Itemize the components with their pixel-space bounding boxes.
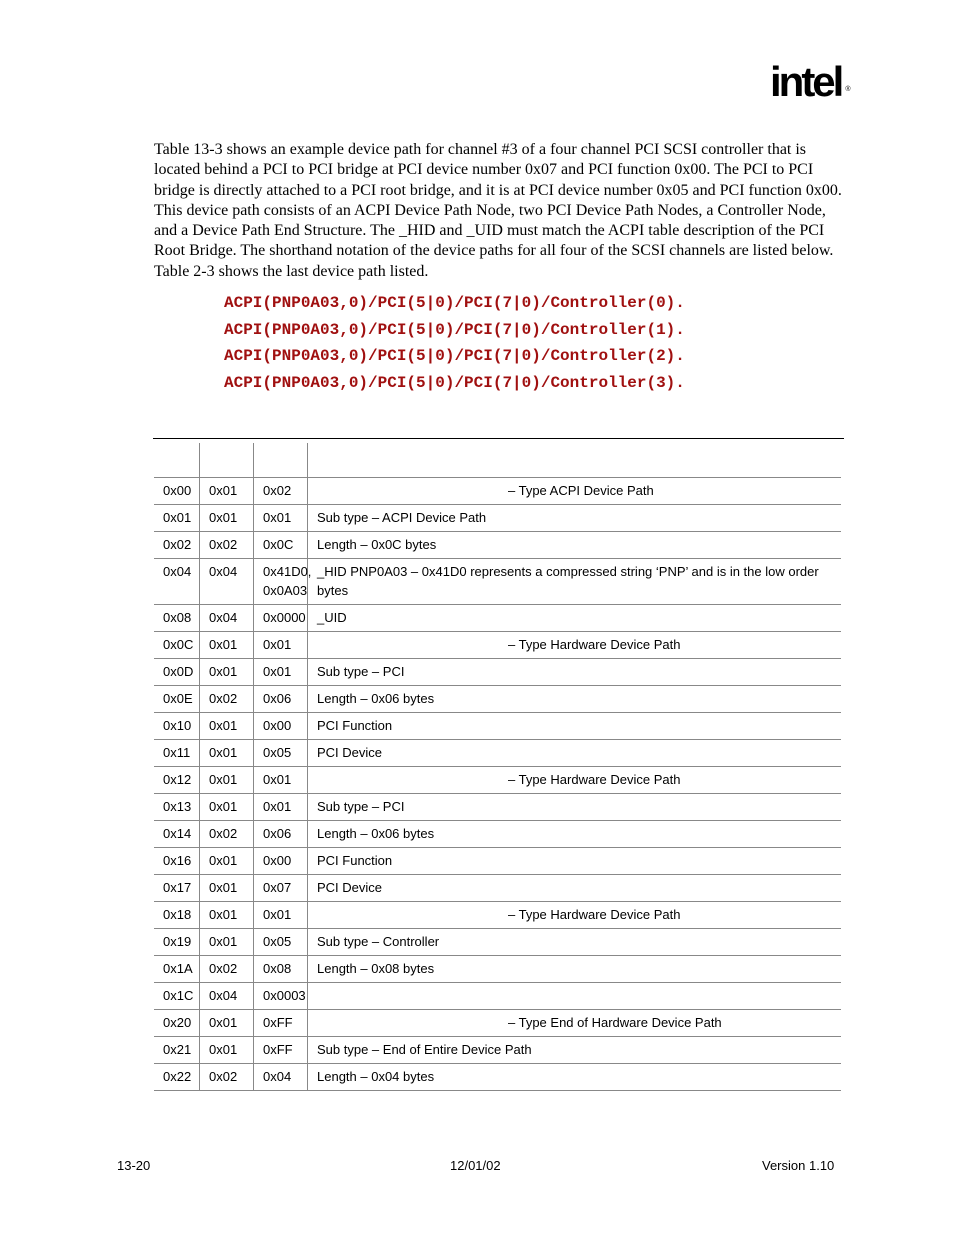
table-row: [154, 686, 841, 713]
description-cell-text: Sub type – ACPI Device Path: [317, 510, 487, 525]
offset-cell: [154, 713, 200, 740]
data-cell: [254, 1064, 308, 1091]
offset-cell: [154, 794, 200, 821]
length-cell-text: 0x04: [209, 564, 238, 579]
table-row: [154, 983, 841, 1010]
description-cell-text: Length – 0x06 bytes: [317, 826, 435, 841]
length-cell-text: 0x01: [209, 718, 238, 733]
length-cell-text: 0x04: [209, 988, 238, 1003]
length-cell: [200, 848, 254, 875]
offset-cell-text: 0x18: [163, 907, 192, 922]
data-cell: [254, 821, 308, 848]
length-cell: [200, 821, 254, 848]
offset-cell: [154, 956, 200, 983]
offset-cell: [154, 532, 200, 559]
offset-cell: [154, 1010, 200, 1037]
table-row: [154, 767, 841, 794]
data-cell: [254, 740, 308, 767]
description-cell: [308, 875, 842, 902]
data-cell: [254, 902, 308, 929]
length-cell-text: 0x01: [209, 637, 238, 652]
intel-logo: [770, 58, 851, 106]
header-cell: [308, 443, 842, 478]
length-cell: [200, 929, 254, 956]
data-cell-text: 0x0000: [263, 610, 306, 625]
offset-cell: [154, 632, 200, 659]
data-cell: [254, 983, 308, 1010]
data-cell-text: 0x0003: [263, 988, 306, 1003]
data-cell-text: 0x01: [263, 637, 292, 652]
description-cell-text: – Type Hardware Device Path: [508, 907, 681, 922]
data-cell-text: 0x06: [263, 691, 292, 706]
length-cell-text: 0x01: [209, 934, 238, 949]
description-cell: [308, 956, 842, 983]
offset-cell: [154, 848, 200, 875]
length-cell-text: 0x04: [209, 610, 238, 625]
offset-cell-text: 0x11: [163, 745, 191, 760]
length-cell-text: 0x02: [209, 961, 238, 976]
offset-cell-text: 0x0D: [163, 664, 194, 679]
length-cell: [200, 1010, 254, 1037]
description-cell-text: – Type ACPI Device Path: [508, 483, 654, 498]
length-cell: [200, 505, 254, 532]
offset-cell: [154, 875, 200, 902]
offset-cell: [154, 740, 200, 767]
header-cell: [154, 443, 200, 478]
data-cell-text: 0x05: [263, 934, 292, 949]
data-cell-text: 0x02: [263, 483, 292, 498]
description-cell-text: Length – 0x0C bytes: [317, 537, 437, 552]
data-cell: [254, 929, 308, 956]
offset-cell-text: 0x00: [163, 483, 192, 498]
data-cell-text: 0x07: [263, 880, 292, 895]
data-cell-text: 0x0C: [263, 537, 294, 552]
data-cell: [254, 659, 308, 686]
description-cell-text: PCI Device: [317, 880, 383, 895]
description-cell: [308, 848, 842, 875]
data-cell: [254, 605, 308, 632]
length-cell: [200, 532, 254, 559]
table-row: [154, 794, 841, 821]
table-row: [154, 559, 841, 605]
description-cell: [308, 478, 842, 505]
description-cell: [308, 794, 842, 821]
device-path-code-block: [224, 293, 685, 400]
description-cell: [308, 532, 842, 559]
offset-cell-text: 0x1C: [163, 988, 194, 1003]
length-cell-text: 0x02: [209, 1069, 238, 1084]
description-cell-text: Sub type – Controller: [317, 934, 440, 949]
offset-cell-text: 0x14: [163, 826, 192, 841]
device-path-table: [154, 443, 841, 1091]
offset-cell-text: 0x10: [163, 718, 192, 733]
length-cell-text: 0x01: [209, 799, 238, 814]
table-row: [154, 1064, 841, 1091]
code-line: ACPI(PNP0A03,0)/PCI(5|0)/PCI(7|0)/Controller(3).: [224, 374, 685, 393]
header-cell: [254, 443, 308, 478]
data-cell: [254, 713, 308, 740]
data-cell: [254, 1010, 308, 1037]
offset-cell: [154, 559, 200, 605]
length-cell: [200, 875, 254, 902]
offset-cell: [154, 983, 200, 1010]
code-line: ACPI(PNP0A03,0)/PCI(5|0)/PCI(7|0)/Controller(2).: [224, 347, 685, 366]
length-cell: [200, 559, 254, 605]
description-cell: [308, 740, 842, 767]
length-cell: [200, 794, 254, 821]
offset-cell-text: 0x04: [163, 564, 192, 579]
code-line: ACPI(PNP0A03,0)/PCI(5|0)/PCI(7|0)/Controller(0).: [224, 294, 685, 312]
data-cell: [254, 848, 308, 875]
table-row: [154, 505, 841, 532]
offset-cell-text: 0x13: [163, 799, 192, 814]
description-cell: [308, 1064, 842, 1091]
footer-date: 12/01/02: [450, 1158, 501, 1173]
table-row: [154, 848, 841, 875]
length-cell-text: 0x01: [209, 907, 238, 922]
data-cell-text: 0x01: [263, 510, 292, 525]
offset-cell: [154, 1064, 200, 1091]
data-cell-text: 0x41D0, 0x0A03: [263, 564, 312, 598]
description-cell-text: PCI Function: [317, 718, 393, 733]
offset-cell: [154, 902, 200, 929]
table-row: [154, 713, 841, 740]
offset-cell-text: 0x0C: [163, 637, 194, 652]
length-cell-text: 0x01: [209, 483, 238, 498]
data-cell: [254, 532, 308, 559]
offset-cell-text: 0x19: [163, 934, 192, 949]
description-cell-text: _HID PNP0A03 – 0x41D0 represents a compressed string ‘PNP’ and is in the low order bytes: [317, 564, 819, 598]
length-cell: [200, 767, 254, 794]
data-cell-text: 0x01: [263, 799, 292, 814]
description-cell: [308, 659, 842, 686]
table-row: [154, 1037, 841, 1064]
description-cell-text: – Type Hardware Device Path: [508, 637, 681, 652]
length-cell-text: 0x01: [209, 772, 238, 787]
table-row: [154, 740, 841, 767]
code-line: ACPI(PNP0A03,0)/PCI(5|0)/PCI(7|0)/Controller(1).: [224, 320, 685, 339]
table-row: [154, 956, 841, 983]
length-cell-text: 0x01: [209, 664, 238, 679]
length-cell: [200, 713, 254, 740]
data-cell: [254, 505, 308, 532]
offset-cell-text: 0x1A: [163, 961, 193, 976]
data-cell: [254, 559, 312, 605]
length-cell-text: 0x01: [209, 1042, 238, 1057]
length-cell-text: 0x01: [209, 880, 238, 895]
length-cell-text: 0x01: [209, 853, 238, 868]
offset-cell: [154, 767, 200, 794]
length-cell: [200, 740, 254, 767]
table-row: [154, 875, 841, 902]
description-cell: [308, 559, 842, 605]
table-row: [154, 929, 841, 956]
offset-cell: [154, 478, 200, 505]
header-cell: [200, 443, 254, 478]
length-cell: [200, 983, 254, 1010]
offset-cell-text: 0x01: [163, 510, 192, 525]
length-cell: [200, 956, 254, 983]
description-cell-text: Sub type – PCI: [317, 799, 405, 814]
description-cell: [308, 821, 842, 848]
description-cell: [308, 1037, 842, 1064]
offset-cell-text: 0x21: [163, 1042, 192, 1057]
offset-cell-text: 0x17: [163, 880, 192, 895]
description-cell: [308, 929, 842, 956]
data-cell: [254, 767, 308, 794]
data-cell-text: 0xFF: [263, 1015, 293, 1030]
table-row: [154, 1010, 841, 1037]
offset-cell: [154, 505, 200, 532]
length-cell: [200, 605, 254, 632]
offset-cell: [154, 659, 200, 686]
offset-cell-text: 0x0E: [163, 691, 193, 706]
data-cell-text: 0x01: [263, 664, 292, 679]
offset-cell-text: 0x16: [163, 853, 192, 868]
data-cell-text: 0xFF: [263, 1042, 293, 1057]
table-top-rule: [153, 438, 844, 439]
table-row: [154, 821, 841, 848]
length-cell: [200, 1064, 254, 1091]
data-cell: [254, 1037, 308, 1064]
description-cell-text: Length – 0x06 bytes: [317, 691, 435, 706]
page-number: 13-20: [117, 1158, 151, 1173]
table-row: [154, 532, 841, 559]
length-cell-text: 0x01: [209, 1015, 238, 1030]
description-cell: [308, 902, 842, 929]
offset-cell-text: 0x02: [163, 537, 192, 552]
table-row: [154, 659, 841, 686]
length-cell: [200, 1037, 254, 1064]
length-cell-text: 0x01: [209, 745, 238, 760]
description-cell-text: _UID: [317, 610, 347, 625]
data-cell-text: 0x05: [263, 745, 292, 760]
description-cell: [308, 983, 842, 1010]
offset-cell-text: 0x22: [163, 1069, 192, 1084]
length-cell-text: 0x02: [209, 826, 238, 841]
offset-cell-text: 0x08: [163, 610, 192, 625]
data-cell-text: 0x00: [263, 853, 292, 868]
length-cell: [200, 478, 254, 505]
length-cell: [200, 686, 254, 713]
offset-cell-text: 0x20: [163, 1015, 192, 1030]
registered-mark: ®: [845, 86, 851, 93]
table-row: [154, 632, 841, 659]
data-cell: [254, 478, 308, 505]
table-row: [154, 605, 841, 632]
description-cell-text: Sub type – End of Entire Device Path: [317, 1042, 532, 1057]
description-cell-text: – Type Hardware Device Path: [508, 772, 681, 787]
description-cell: [308, 505, 842, 532]
logo-wordmark: intel: [770, 58, 842, 105]
offset-cell: [154, 929, 200, 956]
length-cell-text: 0x02: [209, 691, 238, 706]
data-cell-text: 0x01: [263, 772, 292, 787]
offset-cell: [154, 1037, 200, 1064]
description-cell-text: Length – 0x04 bytes: [317, 1069, 435, 1084]
offset-cell: [154, 605, 200, 632]
data-cell-text: 0x01: [263, 907, 292, 922]
data-cell: [254, 632, 308, 659]
length-cell: [200, 659, 254, 686]
offset-cell: [154, 821, 200, 848]
data-cell: [254, 794, 308, 821]
description-cell-text: Sub type – PCI: [317, 664, 405, 679]
description-cell: [308, 632, 842, 659]
table-row: [154, 478, 841, 505]
offset-cell: [154, 686, 200, 713]
length-cell-text: 0x02: [209, 537, 238, 552]
body-paragraph: Table 13-3 shows an example device path for channel #3 of a four channel PCI SCSI controller that is located behind a PCI to PCI bridge at PCI device number 0x07 and PCI function 0x00. The PCI to PCI bridge is directly attached to a PCI root bridge, and it is at PCI device number 0x05 and PCI function 0x00. This device path consists of an ACPI Device Path Node, two PCI Device Path Nodes, a Controller Node, and a Device Path End Structure. The _HID and _UID must match the ACPI table description of the PCI Root Bridge. The shorthand notation of the device paths for all four of the SCSI channels are listed below. Table 2-3 shows the last device path listed.: [154, 141, 842, 280]
description-cell-text: PCI Function: [317, 853, 393, 868]
data-cell-text: 0x04: [263, 1069, 292, 1084]
description-cell-text: – Type End of Hardware Device Path: [508, 1015, 722, 1030]
data-cell-text: 0x06: [263, 826, 292, 841]
footer-version: Version 1.10: [762, 1158, 835, 1173]
data-cell-text: 0x08: [263, 961, 292, 976]
table-header-row: [154, 443, 841, 478]
length-cell: [200, 902, 254, 929]
data-cell: [254, 956, 308, 983]
description-cell-text: PCI Device: [317, 745, 383, 760]
data-cell-text: 0x00: [263, 718, 292, 733]
length-cell: [200, 632, 254, 659]
description-cell-text: Length – 0x08 bytes: [317, 961, 435, 976]
description-cell: [308, 1010, 842, 1037]
table-row: [154, 902, 841, 929]
data-cell: [254, 875, 308, 902]
description-cell: [308, 767, 842, 794]
description-cell: [308, 605, 842, 632]
description-cell: [308, 713, 842, 740]
data-cell: [254, 686, 308, 713]
offset-cell-text: 0x12: [163, 772, 192, 787]
length-cell-text: 0x01: [209, 510, 238, 525]
description-cell: [308, 686, 842, 713]
